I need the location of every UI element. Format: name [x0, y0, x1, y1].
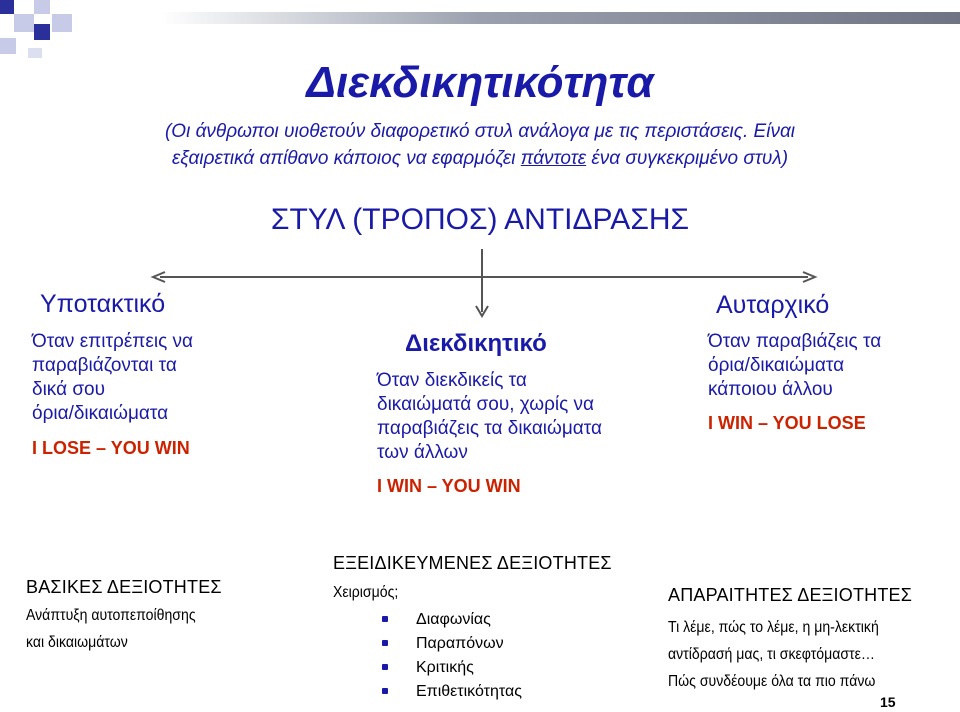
desc-line: των άλλων [377, 442, 468, 463]
skills-required-title: ΑΠΑΡΑΙΤΗΤΕΣ ΔΕΞΙΟΤΗΤΕΣ [668, 585, 913, 605]
list-item-label: Παραπόνων [416, 635, 504, 652]
style-tag-assertive: I WIN – YOU WIN [377, 476, 521, 496]
list-item-label: Κριτικής [416, 659, 474, 676]
skills-line: Ανάπτυξη αυτοπεποίθησης [26, 607, 196, 624]
style-title-assertive: Διεκδικητικό [405, 330, 547, 357]
skills-line: και δικαιωμάτων [26, 634, 128, 651]
desc-line: δικά σου [32, 379, 106, 400]
style-desc-authoritarian [708, 330, 881, 402]
style-title-authoritarian: Αυταρχικό [716, 291, 830, 319]
bullet-icon [382, 616, 388, 622]
style-tag-submissive: I LOSE – YOU WIN [32, 438, 190, 458]
subtitle-emphasis: πάντοτε [520, 148, 587, 169]
page-number: 15 [880, 694, 896, 710]
desc-line: όρια/δικαιώματα [708, 355, 845, 376]
subtitle-line-1: (Οι άνθρωποι υιοθετούν διαφορετικό στυλ ανάλογα με τις περιστάσεις. Είναι [164, 121, 795, 142]
subtitle-line-2-start: εξαιρετικά απίθανο κάποιος να εφαρμόζει [171, 148, 521, 169]
style-tag-authoritarian: I WIN – YOU LOSE [708, 413, 866, 433]
skills-line: Πώς συνδέουμε όλα τα πιο πάνω [668, 673, 876, 690]
list-item [416, 680, 522, 704]
list-item [416, 632, 522, 656]
list-item-label: Επιθετικότητας [416, 683, 522, 700]
bullet-icon [382, 688, 388, 694]
skills-specialized-intro: Χειρισμός; [333, 584, 399, 601]
desc-line: κάποιου άλλου [708, 379, 833, 400]
style-title-submissive: Υποτακτικό [40, 290, 166, 318]
skills-specialized-title: ΕΞΕΙΔΙΚΕΥΜΕΝΕΣ ΔΕΞΙΟΤΗΤΕΣ [333, 553, 612, 573]
desc-line: Όταν επιτρέπεις να [32, 331, 194, 352]
list-item [416, 656, 522, 680]
skills-line: αντίδρασή μας, τι σκεφτόμαστε… [668, 646, 875, 663]
skills-basic-title: ΒΑΣΙΚΕΣ ΔΕΞΙΟΤΗΤΕΣ [26, 577, 222, 597]
section-heading: ΣΤΥΛ (ΤΡΟΠΟΣ) ΑΝΤΙΔΡΑΣΗΣ [270, 203, 690, 236]
skills-basic-desc [26, 602, 196, 656]
style-desc-assertive [377, 369, 602, 465]
desc-line: παραβιάζεις τα δικαιώματα [377, 418, 603, 439]
subtitle-line-2-end: ένα συγκεκριμένο στυλ) [586, 148, 789, 169]
skills-specialized-list [416, 608, 522, 704]
desc-line: παραβιάζονται τα [32, 355, 177, 376]
desc-line: Όταν παραβιάζεις τα [708, 331, 882, 352]
style-desc-submissive [32, 330, 193, 426]
desc-line: όρια/δικαιώματα [32, 403, 169, 424]
bullet-icon [382, 664, 388, 670]
desc-line: δικαιώματά σου, χωρίς να [377, 394, 595, 415]
skills-required-desc [668, 614, 879, 695]
slide-title: Διεκδικητικότητα [306, 58, 654, 107]
skills-line: Τι λέμε, πώς το λέμε, η μη-λεκτική [668, 619, 879, 636]
bullet-icon [382, 640, 388, 646]
list-item [416, 608, 522, 632]
desc-line: Όταν διεκδικείς τα [377, 370, 527, 391]
list-item-label: Διαφωνίας [416, 611, 491, 628]
